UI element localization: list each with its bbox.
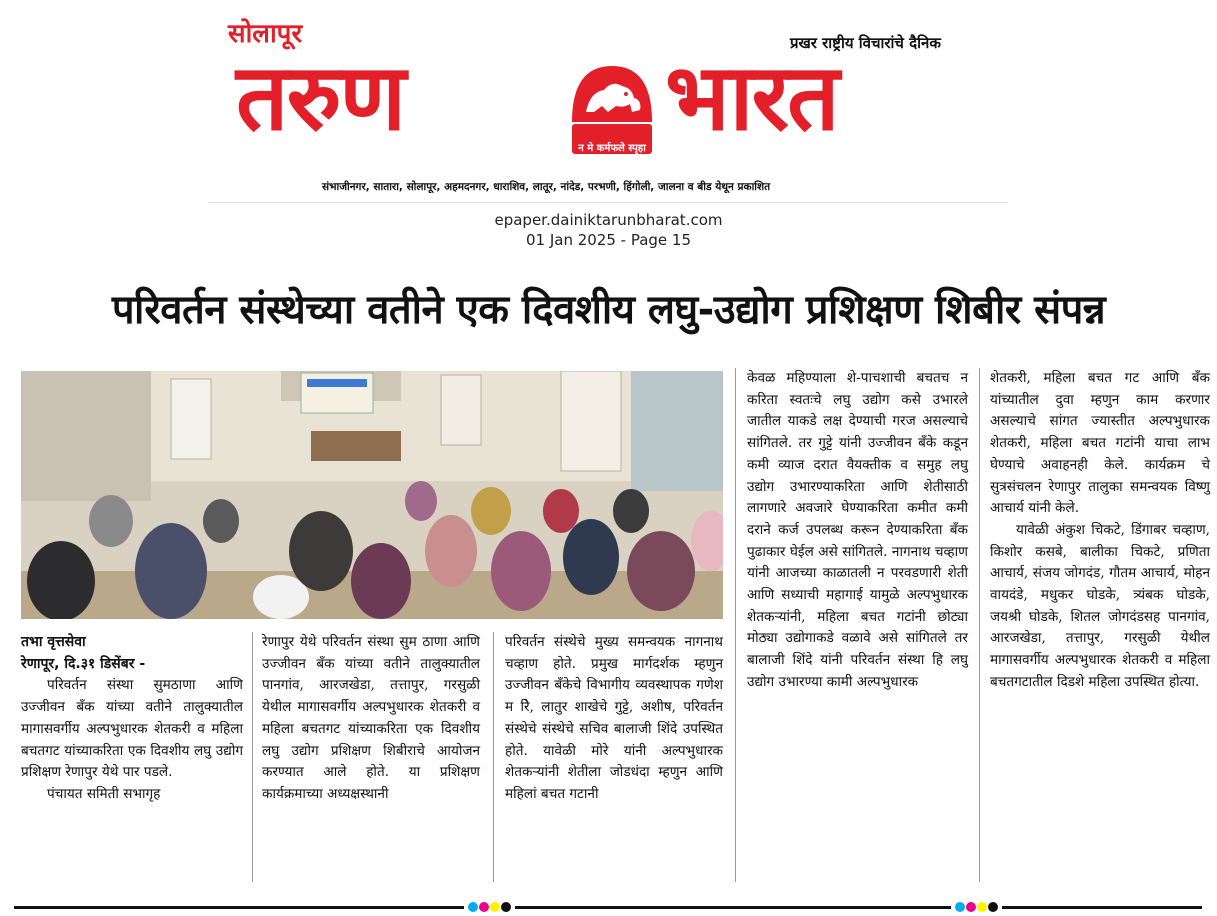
yellow-mark (977, 902, 987, 912)
article-paragraph: यावेळी अंकुश चिकटे, डिंगाबर चव्हाण, किशोर कसबे, बालीका चिकटे, प्रणिता आचार्य, संजय जोगदंड, गौतम आचार्य, मोहन वायदंडे, मधुकर घोडके, त्र्यंबक घोडके, जयश्री घोडके, शितल जोगदंडसह पानगांव, आरजखेडा, तत्तापुर, गरसुळी येथील मागासवर्गीय अल्पभुधारक शेतकरी व महिला बचतगटातील दिडशे महिला उपस्थित होत्या. (990, 521, 1210, 690)
event-photo (21, 371, 723, 619)
black-mark (501, 902, 511, 912)
color-registration-marks (468, 902, 511, 912)
footer-rule-right (1002, 906, 1202, 909)
date-page-label: 01 Jan 2025 - Page 15 (525, 231, 692, 249)
cyan-mark (955, 902, 965, 912)
masthead-logo-left[interactable]: तरुण (236, 44, 404, 151)
column-divider (252, 632, 253, 882)
article-column-5 (990, 368, 1210, 694)
article-dateline: रेणापूर, दि.३१ डिसेंबर - (21, 655, 146, 672)
masthead-editions: संभाजीनगर, सातारा, सोलापूर, अहमदनगर, धाराशिव, लातूर, नांदेड, परभणी, हिंगोली, जालना व बीड येथून प्रकाशित (322, 181, 771, 193)
column-divider (735, 368, 736, 882)
yellow-mark (490, 902, 500, 912)
cyan-mark (468, 902, 478, 912)
article-column-2 (262, 632, 480, 806)
magenta-mark (966, 902, 976, 912)
masthead-city: सोलापूर (228, 19, 303, 49)
epaper-url[interactable]: epaper.dainiktarunbharat.com (494, 211, 723, 229)
masthead-divider (208, 202, 1008, 203)
color-registration-marks (955, 902, 998, 912)
footer-rule-middle (515, 906, 951, 909)
article-column-3 (505, 632, 723, 806)
article-paragraph: परिवर्तन संस्था सुमठाणा आणि उज्जीवन बँक यांच्या वतीने तालुक्यातील मागासवर्गीय अल्पभुधारक शेतकरी व महिला बचतगट यांच्याकरिता एक दिवशीय लघु उद्योग प्रशिक्षण रेणापुर येथे पार पडले. (21, 677, 243, 781)
article-column-4 (747, 368, 968, 694)
article-paragraph: पंचायत समिती सभागृह (47, 785, 161, 802)
article-paragraph: केवळ महिण्याला शे-पाचशाची बचतच न करिता स्वतःचे लघु उद्योग कसे उभारले जातील याकडे लक्ष देण्याची गरज असल्याचे सांगितले. तर गुट्टे यांनी उज्जीवन बँके कडून कमी व्याज दरात वैयक्तीक व समुह लघु उद्योग उभारण्याकरिता आणि शेतीसाठी लागणारे अवजारे घेण्याकरिता कमीत कमी दराने कर्ज उपलब्ध करून देण्याकरिता बँक पुढाकार घेईल असे सांगितले. नागनाथ चव्हाण यांनी आजच्या काळातली न परवडणारी शेती आणि सध्याची महागाई यामुळे अल्पभुधारक शेतकऱ्यांनी, महिला बचत गटांनी छोट्या मोठ्या उद्योगाकडे वळावे असे सांगितले तर बालाजी शिंदे यांनी परिवर्तन संस्था हि लघु उद्योग उभारण्या कामी अल्पभुधारक (747, 370, 968, 690)
article-paragraph: रेणापुर येथे परिवर्तन संस्था सुम ठाणा आणि उज्जीवन बँक यांच्या वतीने तालुक्यातील पानगांव, आरजखेडा, तत्तापुर, गरसुळी येथील मागासवर्गीय अल्पभुधारक शेतकरी व महिला बचतगट यांच्याकरिता एक दिवशीय लघु उद्योग प्रशिक्षण शिबीराचे आयोजन करण्यात आले होते. या प्रशिक्षण कार्यक्रमाच्या अध्यक्षस्थानी (262, 634, 480, 802)
masthead-tagline: प्रखर राष्ट्रीय विचारांचे दैनिक (790, 34, 941, 52)
black-mark (988, 902, 998, 912)
article-headline: परिवर्तन संस्थेच्या वतीने एक दिवशीय लघु-उद्योग प्रशिक्षण शिबीर संपन्न (111, 287, 1106, 333)
magenta-mark (479, 902, 489, 912)
footer-rule-left (14, 906, 464, 909)
masthead-motto: न मे कर्मफले स्पृहा (578, 143, 646, 154)
column-divider (493, 632, 494, 882)
article-paragraph: शेतकरी, महिला बचत गट आणि बँक यांच्यातील दुवा म्हणुन काम करणार असल्याचे सांगत ज्यास्तीत अल्पभुधारक शेतकरी, महिला बचत गटांनी याचा लाभ घेण्याचे अवाहनही केले. कार्यक्रम चे सुत्रसंचलन रेणापुर तालुका समन्वयक विष्णु आचार्य यांनी केले. (990, 370, 1210, 517)
article-paragraph: परिवर्तन संस्थेचे मुख्य समन्वयक नागनाथ चव्हाण होते. प्रमुख मार्गदर्शक म्हणुन उज्जीवन बँकेचे विभागीय व्यवस्थापक गणेश म रेि, लातुर शाखेचे गुट्टे, अशीष, परिवर्तन संस्थेचे संस्थेचे सचिव बालाजी शिंदे उपस्थित होते. यावेळी मोरे यांनी अल्पभुधारक शेतकऱ्यांनी शेतीला जोडधंदा म्हणुन आणि महिलां बचत गटानी (505, 634, 723, 802)
masthead-logo-right[interactable]: भारत (665, 44, 838, 151)
article-byline: तभा वृत्तसेवा (21, 634, 86, 650)
article-column-1 (21, 632, 243, 806)
column-divider (979, 368, 980, 882)
